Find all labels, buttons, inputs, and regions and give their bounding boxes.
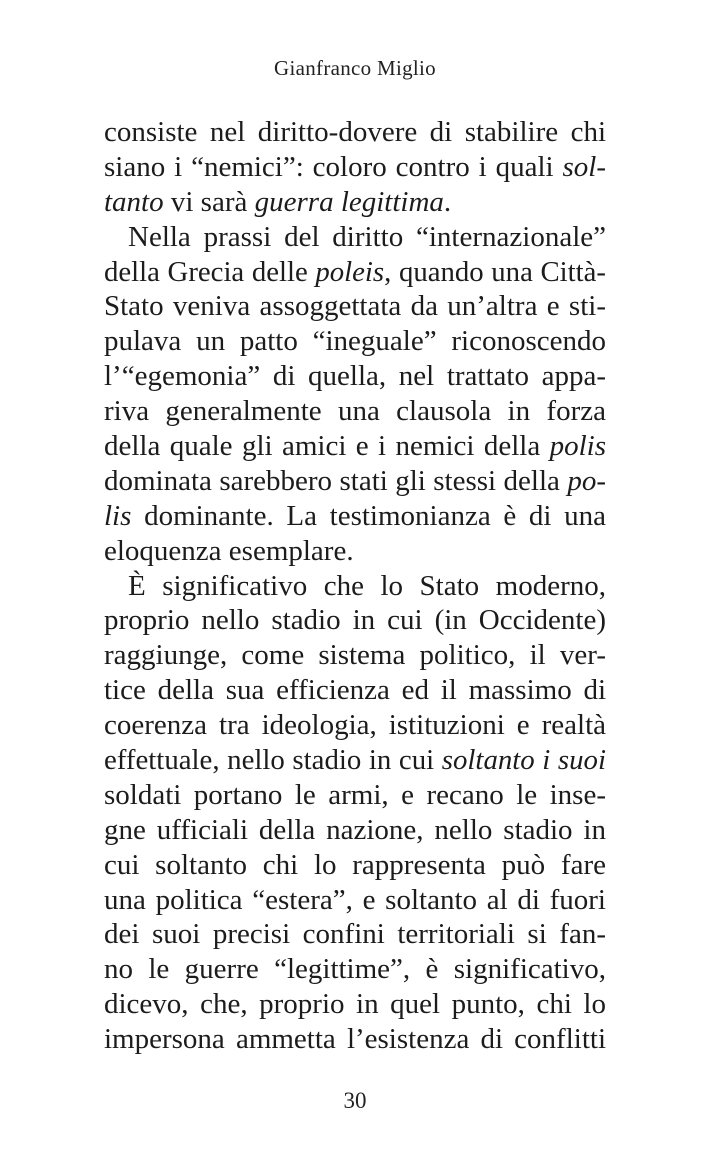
text-line: dei suoi precisi confini territoriali si fan- bbox=[104, 918, 606, 951]
italic-text: poleis bbox=[315, 255, 385, 288]
text-line: lis dominante. La testimonianza è di una bbox=[104, 499, 606, 532]
text-line: tice della sua efficienza ed il massimo di bbox=[104, 674, 606, 707]
text-line: dominata sarebbero stati gli stessi della po- bbox=[104, 464, 606, 497]
text-line: effettuale, nello stadio in cui soltanto i suoi bbox=[104, 744, 606, 777]
italic-text: soltanto i suoi bbox=[441, 744, 606, 777]
text-line: gne ufficiali della nazione, nello stadio in bbox=[104, 813, 606, 846]
text-line: siano i “nemici”: coloro contro i quali sol- bbox=[104, 150, 606, 183]
text-line: coerenza tra ideologia, istituzioni e realtà bbox=[104, 709, 606, 742]
text-line: eloquenza esemplare. bbox=[104, 534, 354, 567]
text-line: Stato veniva assoggettata da un’altra e sti- bbox=[104, 290, 606, 323]
text-line: È significativo che lo Stato moderno, bbox=[128, 569, 606, 602]
text-line: raggiunge, come sistema politico, il ver- bbox=[104, 639, 606, 672]
text-line: l’“egemonia” di quella, nel trattato appa- bbox=[104, 360, 606, 393]
text-line: consiste nel diritto-dovere di stabilire chi bbox=[104, 116, 606, 148]
text-line: no le guerre “legittime”, è significativo, bbox=[104, 953, 606, 986]
text-line: tanto vi sarà guerra legittima. bbox=[104, 185, 452, 218]
text-line: della quale gli amici e i nemici della polis bbox=[104, 430, 606, 463]
italic-text: lis bbox=[104, 499, 132, 532]
text-line: cui soltanto chi lo rappresenta può fare bbox=[104, 848, 606, 881]
text-line: proprio nello stadio in cui (in Occidente) bbox=[104, 604, 606, 637]
text-line: una politica “estera”, e soltanto al di fuori bbox=[104, 883, 606, 916]
text-line: riva generalmente una clausola in forza bbox=[104, 395, 606, 428]
italic-text: sol- bbox=[562, 150, 606, 183]
italic-text: po- bbox=[567, 464, 606, 497]
italic-text: tanto bbox=[104, 185, 164, 218]
page-number: 30 bbox=[343, 1088, 367, 1113]
text-line: soldati portano le armi, e recano le inse- bbox=[104, 778, 606, 811]
text-line: della Grecia delle poleis, quando una Città- bbox=[104, 255, 606, 288]
text-line: Nella prassi del diritto “internazionale” bbox=[128, 220, 606, 253]
text-line: pulava un patto “ineguale” riconoscendo bbox=[104, 325, 606, 358]
body-text bbox=[104, 115, 606, 1057]
text-line: dicevo, che, proprio in quel punto, chi lo bbox=[104, 988, 606, 1021]
text-line: impersona ammetta l’esistenza di conflitti bbox=[104, 1023, 606, 1056]
italic-text: polis bbox=[549, 430, 606, 463]
italic-text: guerra legittima bbox=[254, 185, 444, 218]
running-head: Gianfranco Miglio bbox=[274, 56, 436, 80]
